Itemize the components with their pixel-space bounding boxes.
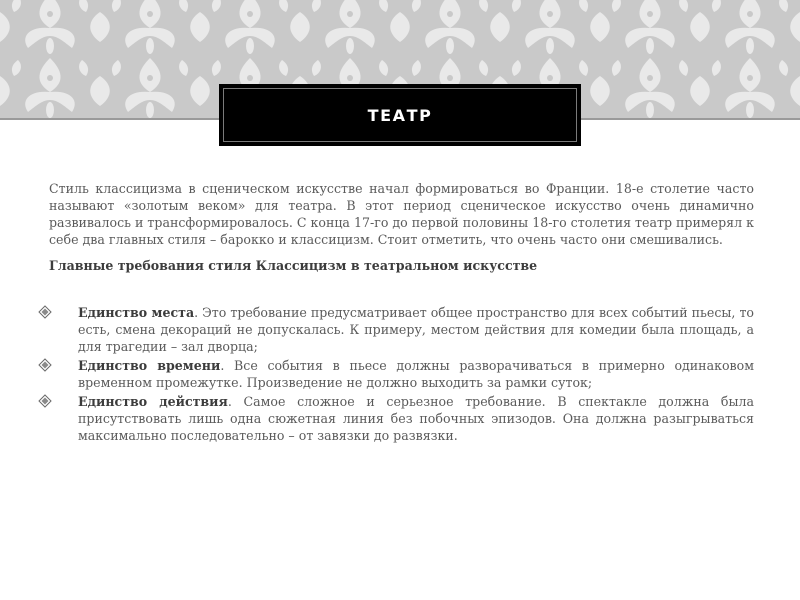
- bullet-text: . Самое сложное и серьезное требование. В спектакле должна была присутствовать лишь одна сюжетная линия без побочных эпизодов. Она должна разыгрываться максимально последовательно – от завязки до развязки.: [78, 394, 754, 443]
- diamond-bullet-icon: [38, 358, 52, 372]
- bullet-text: . Это требование предусматривает общее пространство для всех событий пьесы, то есть, смена декораций не допускалась. К примеру, местом действия для комедии была площадь, а для трагедии – зал дворца;: [78, 305, 754, 354]
- bullet-term: Единство действия: [78, 394, 228, 409]
- diamond-bullet-icon: [38, 305, 52, 319]
- slide-title: ТЕАТР: [367, 105, 433, 125]
- bullet-text: . Все события в пьесе должны разворачиваться в примерно одинаковом временном промежутке. Произведение не должно выходить за рамки суток;: [78, 358, 755, 390]
- requirements-list: [49, 304, 754, 444]
- title-box: [219, 84, 581, 146]
- subheading: Главные требования стиля Классицизм в театральном искусстве: [49, 258, 538, 273]
- list-item: [49, 304, 754, 355]
- diamond-bullet-icon: [38, 394, 52, 408]
- list-item: [49, 393, 754, 444]
- intro-paragraph: Стиль классицизма в сценическом искусстве начал формироваться во Франции. 18-е столетие часто называют «золотым веком» для театра. В этот период сценическое искусство очень динамично развивалось и трансформировалось. С конца 17-го до первой половины 18-го столетия театр примерял к себе два главных стиля – барокко и классицизм. Стоит отметить, что очень часто они смешивались.: [49, 181, 754, 247]
- list-item: [49, 357, 754, 391]
- bullet-term: Единство места: [78, 305, 195, 320]
- bullet-term: Единство времени: [78, 358, 221, 373]
- slide-body: [49, 180, 754, 446]
